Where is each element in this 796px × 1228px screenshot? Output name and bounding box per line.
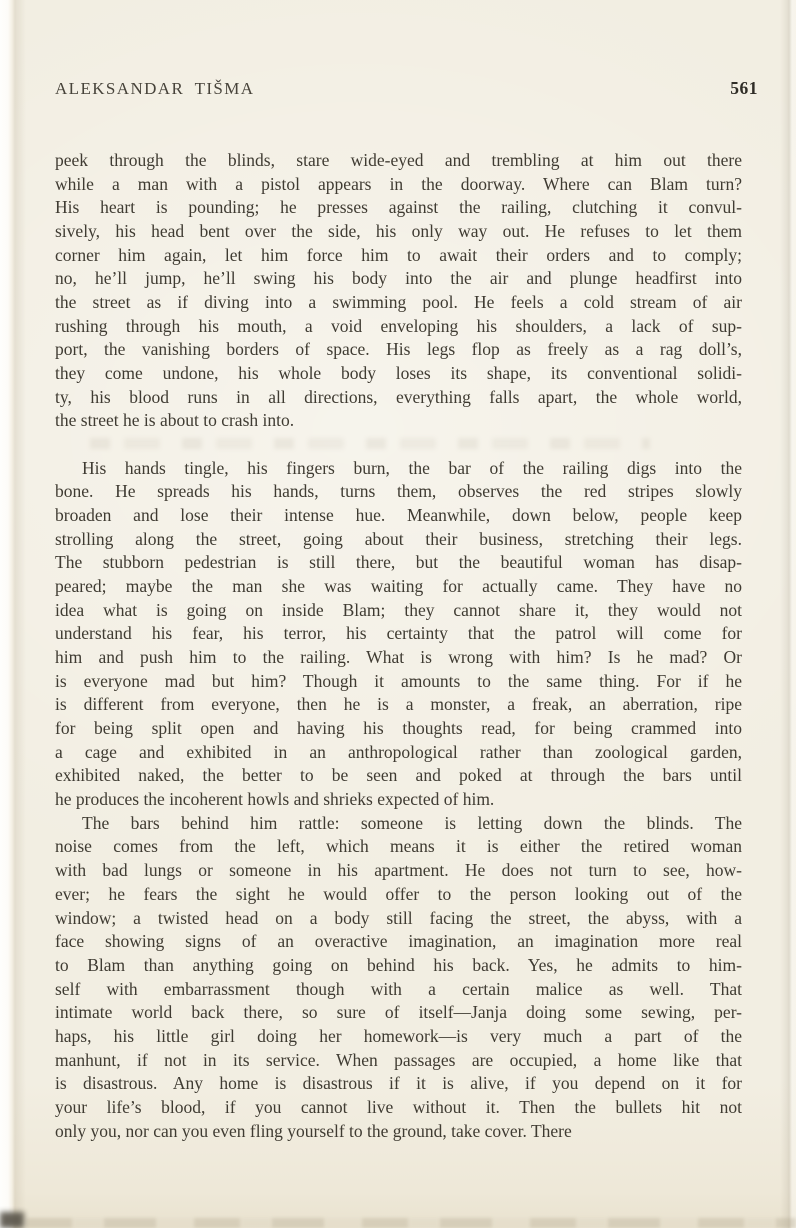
text-line: port, the vanishing borders of space. His legs flop as freely as a rag doll’s, (55, 339, 742, 360)
text-line: peared; maybe the man she was waiting for actually came. They have no (55, 576, 742, 597)
text-line: understand his fear, his terror, his certainty that the patrol will come for (55, 623, 742, 644)
text-line: His heart is pounding; he presses against the railing, clutching it convul- (55, 197, 742, 218)
text-block (55, 149, 742, 1143)
text-line: The bars behind him rattle: someone is letting down the blinds. The (82, 812, 742, 833)
scan-bottom-band (26, 1218, 796, 1228)
text-line: exhibited naked, the better to be seen and poked at through the bars until (55, 765, 742, 786)
text-line: strolling along the street, going about their business, stretching their legs. (55, 528, 742, 549)
text-line: he produces the incoherent howls and shrieks expected of him. (55, 789, 495, 810)
text-line: broaden and lose their intense hue. Meanwhile, down below, people keep (55, 505, 742, 526)
text-line: him and push him to the railing. What is wrong with him? Is he mad? Or (55, 647, 742, 668)
text-line: no, he’ll jump, he’ll swing his body into the air and plunge headfirst into (55, 268, 742, 289)
text-line: bone. He spreads his hands, turns them, observes the red stripes slowly (55, 481, 742, 502)
text-line: only you, nor can you even fling yourself to the ground, take cover. There (55, 1120, 572, 1141)
text-line: for being split open and having his thoughts read, for being crammed into (55, 718, 742, 739)
text-line: ty, his blood runs in all directions, everything falls apart, the whole world, (55, 386, 742, 407)
text-line: haps, his little girl doing her homework—is very much a part of the (55, 1025, 742, 1046)
text-line: The stubborn pedestrian is still there, but the beautiful woman has disap- (55, 552, 742, 573)
paragraph (55, 812, 742, 1143)
text-line: intimate world back there, so sure of itself—Janja doing some sewing, per- (55, 1002, 742, 1023)
text-line: is everyone mad but him? Though it amounts to the same thing. For if he (55, 670, 742, 691)
text-line: window; a twisted head on a body still facing the street, the abyss, with a (55, 907, 742, 928)
text-line: your life’s blood, if you cannot live without it. Then the bullets hit not (55, 1096, 742, 1117)
text-line: self with embarrassment though with a certain malice as well. That (55, 978, 742, 999)
text-line: peek through the blinds, stare wide-eyed and trembling at him out there (55, 150, 742, 170)
text-line: the street he is about to crash into. (55, 410, 295, 431)
text-line: they come undone, his whole body loses its shape, its conventional solidi- (55, 363, 742, 384)
text-line: face showing signs of an overactive imagination, an imagination more real (55, 931, 742, 952)
scan-corner-artifact (0, 1212, 24, 1228)
text-line: with bad lungs or someone in his apartment. He does not turn to see, how- (55, 860, 742, 881)
text-line: manhunt, if not in its service. When passages are occupied, a home like that (55, 1049, 742, 1070)
text-line: ever; he fears the sight he would offer to the person looking out of the (55, 883, 742, 904)
text-line: while a man with a pistol appears in the doorway. Where can Blam turn? (55, 173, 742, 194)
text-line: idea what is going on inside Blam; they cannot share it, they would not (55, 599, 742, 620)
text-line: corner him again, let him force him to await their orders and to comply; (55, 244, 742, 265)
text-line: is disastrous. Any home is disastrous if it is alive, if you depend on it for (55, 1073, 742, 1094)
running-header (55, 78, 758, 99)
scan-right-crease (780, 0, 796, 1228)
paragraph (55, 149, 742, 433)
text-line: is different from everyone, then he is a monster, a freak, an aberration, ripe (55, 694, 742, 715)
page-number: 561 (730, 78, 758, 98)
text-line: sively, his head bent over the side, his only way out. He refuses to let them (55, 221, 742, 242)
text-line: noise comes from the left, which means it is either the retired woman (55, 836, 742, 857)
text-line: His hands tingle, his fingers burn, the bar of the railing digs into the (82, 457, 742, 478)
text-line: the street as if diving into a swimming pool. He feels a cold stream of air (55, 292, 742, 313)
text-line: rushing through his mouth, a void enveloping his shoulders, a lack of sup- (55, 315, 742, 336)
scan-left-edge (0, 0, 26, 1228)
text-line: to Blam than anything going on behind his back. Yes, he admits to him- (55, 954, 742, 975)
author-name: ALEKSANDAR TIŠMA (55, 79, 255, 98)
text-line: a cage and exhibited in an anthropological rather than zoological garden, (55, 741, 742, 762)
paragraph (55, 457, 742, 812)
